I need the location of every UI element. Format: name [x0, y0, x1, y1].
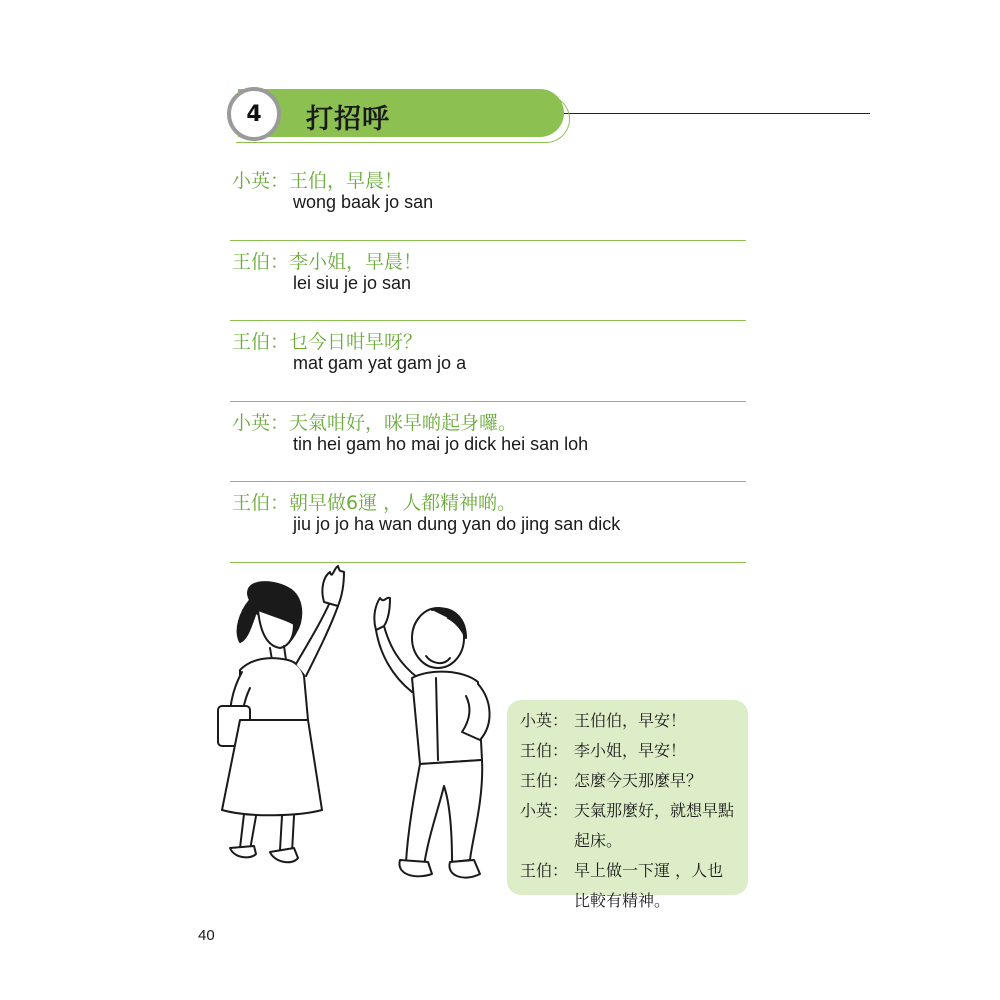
dialogue-romanization: jiu jo jo ha wan dung yan do jing san dick	[293, 514, 621, 534]
translation-speaker: 王伯：	[520, 741, 569, 760]
dialogue-line	[230, 160, 746, 241]
dialogue-chinese: 小英：王伯，早晨！	[232, 170, 404, 192]
man-figure	[374, 598, 489, 878]
dialogue-list	[230, 160, 746, 563]
dialogue-line	[230, 321, 746, 402]
dialogue-romanization: lei siu je jo san	[293, 272, 412, 293]
woman-figure	[218, 566, 344, 862]
lesson-number-badge	[227, 87, 281, 141]
translation-speaker: 小英：	[520, 801, 569, 820]
translation-row	[520, 766, 748, 796]
header-tab	[238, 89, 564, 137]
translation-row	[520, 706, 748, 736]
translation-row	[520, 856, 748, 916]
translation-speaker: 王伯：	[520, 861, 569, 880]
translation-box	[507, 700, 748, 910]
greeting-illustration	[200, 560, 520, 900]
dialogue-romanization: wong baak jo san	[293, 192, 434, 212]
lesson-title: 打招呼	[306, 104, 390, 135]
dialogue-chinese: 王伯：李小姐，早晨！	[232, 250, 423, 273]
page-number: 40	[198, 927, 215, 944]
dialogue-chinese: 王伯：朝早做6運 ，人都精神啲。	[232, 492, 517, 514]
lesson-number: 4	[246, 101, 262, 127]
header-rule	[560, 113, 870, 114]
dialogue-romanization: tin hei gam ho mai jo dick hei san loh	[293, 433, 589, 454]
translation-text: 怎麼今天那麼早？	[574, 771, 703, 790]
dialogue-line	[230, 482, 746, 563]
dialogue-line	[230, 241, 746, 322]
translation-text: 李小姐，早安！	[574, 741, 687, 760]
translation-speaker: 小英：	[520, 711, 569, 730]
dialogue-chinese: 王伯：乜今日咁早呀？	[232, 331, 423, 353]
translation-text: 王伯伯，早安！	[574, 711, 687, 730]
translation-row	[520, 796, 748, 856]
translation-row	[520, 736, 748, 766]
dialogue-line	[230, 402, 746, 483]
translation-speaker: 王伯：	[520, 771, 569, 790]
translation-text: 天氣那麼好，就想早點起床。	[574, 801, 735, 850]
dialogue-chinese: 小英：天氣咁好，咪早啲起身囉。	[232, 411, 518, 434]
dialogue-romanization: mat gam yat gam jo a	[293, 353, 467, 373]
translation-text: 早上做一下運 ，人也比較有精神。	[574, 861, 724, 910]
